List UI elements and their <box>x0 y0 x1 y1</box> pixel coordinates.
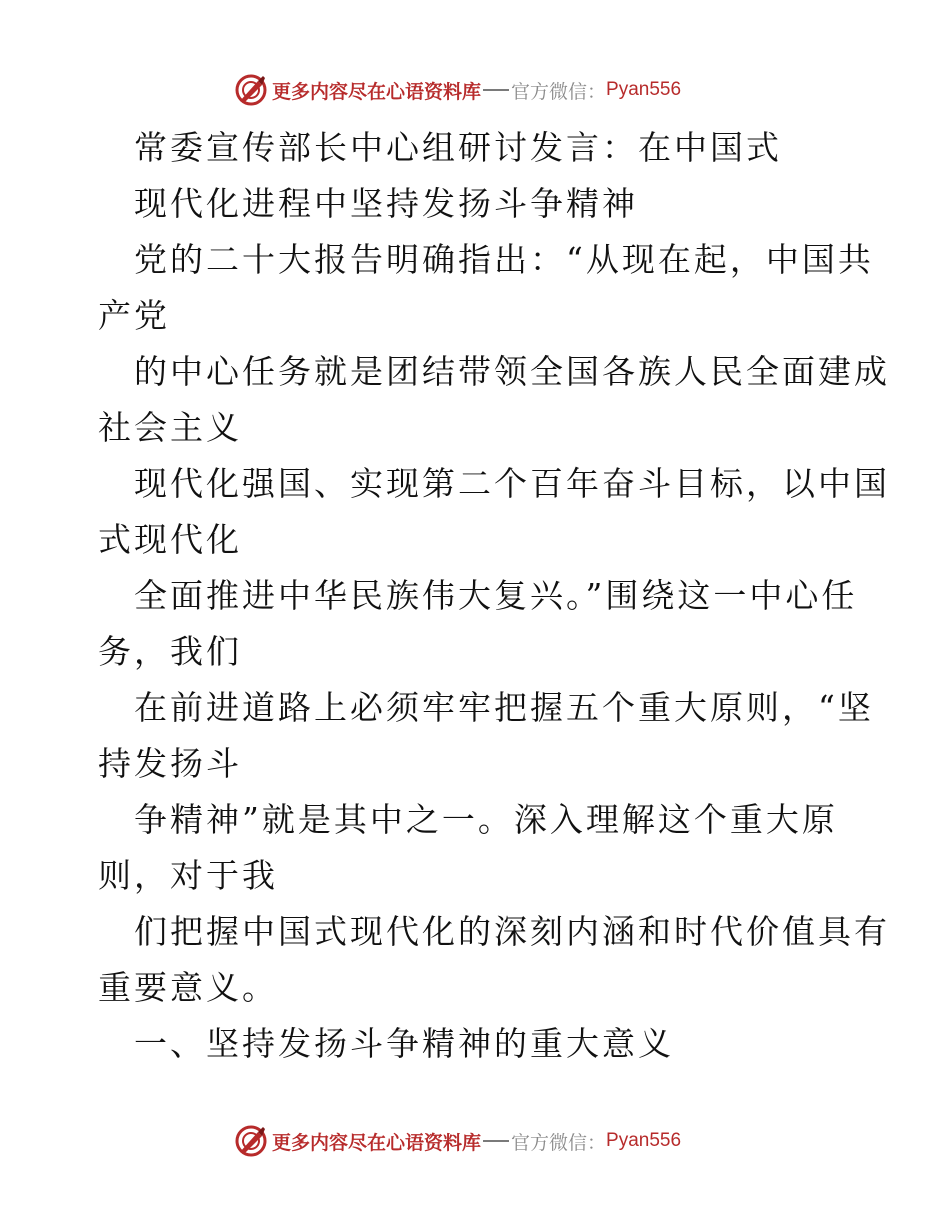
watermark-wechat-id: Pyan556 <box>606 79 682 100</box>
paragraph-line: 产党 <box>98 296 170 335</box>
watermark-dash <box>483 89 509 91</box>
paragraph-line: 们把握中国式现代化的深刻内涵和时代价值具有 <box>134 912 890 951</box>
paragraph-line: 党的二十大报告明确指出：“从现在起，中国共 <box>134 240 874 279</box>
footer-watermark <box>234 1121 681 1161</box>
watermark-wechat-id: Pyan556 <box>606 1130 682 1151</box>
pen-logo-icon <box>234 73 268 107</box>
title-line-1: 常委宣传部长中心组研讨发言：在中国式 <box>134 128 782 167</box>
paragraph-line: 社会主义 <box>98 408 242 447</box>
paragraph-line: 争精神”就是其中之一。深入理解这个重大原 <box>134 800 838 839</box>
paragraph-line: 则，对于我 <box>98 856 278 895</box>
pen-logo-icon <box>234 1124 268 1158</box>
watermark-official-label: 官方微信： <box>511 1131 607 1154</box>
paragraph-line: 务，我们 <box>98 632 242 671</box>
paragraph-line: 在前进道路上必须牢牢把握五个重大原则，“坚 <box>134 688 874 727</box>
header-watermark <box>234 70 681 110</box>
document-body <box>98 120 890 1072</box>
title-line-2: 现代化进程中坚持发扬斗争精神 <box>134 184 638 223</box>
paragraph-line: 重要意义。 <box>98 968 278 1007</box>
paragraph-line: 持发扬斗 <box>98 744 242 783</box>
paragraph-line: 全面推进中华民族伟大复兴。”围绕这一中心任 <box>134 576 858 615</box>
paragraph-line: 现代化强国、实现第二个百年奋斗目标，以中国 <box>134 464 890 503</box>
watermark-dash <box>483 1140 509 1142</box>
watermark-brand: 更多内容尽在心语资料库 <box>272 80 482 103</box>
watermark-brand: 更多内容尽在心语资料库 <box>272 1131 482 1154</box>
paragraph-line: 式现代化 <box>98 520 242 559</box>
section-heading: 一、坚持发扬斗争精神的重大意义 <box>134 1024 674 1063</box>
watermark-official-label: 官方微信： <box>511 80 607 103</box>
paragraph-line: 的中心任务就是团结带领全国各族人民全面建成 <box>134 352 890 391</box>
